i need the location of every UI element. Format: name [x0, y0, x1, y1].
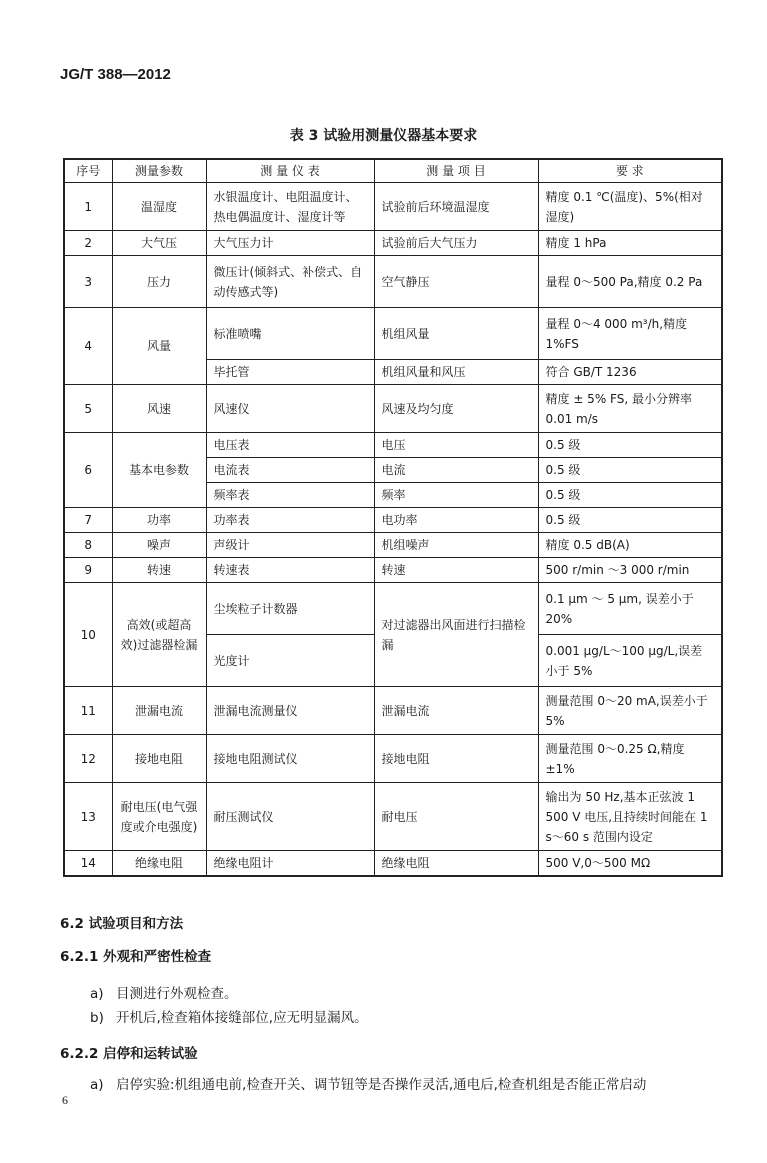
- page-number: 6: [62, 1093, 68, 1107]
- requirements-table: [63, 158, 723, 877]
- cell-no: 1: [64, 183, 112, 231]
- list-item: [90, 982, 238, 1002]
- cell-no: 13: [64, 783, 112, 851]
- table-row: [64, 256, 722, 308]
- cell-requirement: 量程 0～500 Pa,精度 0.2 Pa: [538, 256, 722, 308]
- col-header-requirement: 要 求: [538, 159, 722, 183]
- table-row: [64, 231, 722, 256]
- cell-item: 泄漏电流: [374, 687, 538, 735]
- cell-item: 电功率: [374, 508, 538, 533]
- cell-no: 14: [64, 851, 112, 877]
- cell-requirement: 500 V,0～500 MΩ: [538, 851, 722, 877]
- cell-instrument: 接地电阻测试仪: [206, 735, 374, 783]
- cell-no: 5: [64, 385, 112, 433]
- cell-param: 转速: [112, 558, 206, 583]
- table-row: [64, 735, 722, 783]
- cell-requirement: 0.5 级: [538, 433, 722, 458]
- col-header-no: 序号: [64, 159, 112, 183]
- table-row: [64, 508, 722, 533]
- cell-param: 功率: [112, 508, 206, 533]
- cell-instrument: 大气压力计: [206, 231, 374, 256]
- cell-instrument: 风速仪: [206, 385, 374, 433]
- cell-no: 6: [64, 433, 112, 508]
- cell-requirement: 0.5 级: [538, 483, 722, 508]
- cell-requirement: 精度 ± 5% FS, 最小分辨率 0.01 m/s: [538, 385, 722, 433]
- section-heading-6-2-1: 6.2.1 外观和严密性检查: [60, 949, 212, 965]
- list-item-text: 目测进行外观检查。: [116, 986, 238, 1002]
- cell-instrument: 光度计: [206, 635, 374, 687]
- cell-item: 机组噪声: [374, 533, 538, 558]
- table-title: 表 3 试验用测量仪器基本要求: [289, 128, 478, 144]
- table-row: [64, 558, 722, 583]
- list-item: [90, 1073, 646, 1093]
- col-header-param: 测量参数: [112, 159, 206, 183]
- cell-no: 8: [64, 533, 112, 558]
- cell-requirement: 500 r/min ～3 000 r/min: [538, 558, 722, 583]
- cell-item: 接地电阻: [374, 735, 538, 783]
- cell-requirement: 测量范围 0～20 mA,误差小于 5%: [538, 687, 722, 735]
- cell-instrument: 耐压测试仪: [206, 783, 374, 851]
- cell-instrument: 转速表: [206, 558, 374, 583]
- cell-param: 风量: [112, 308, 206, 385]
- cell-no: 10: [64, 583, 112, 687]
- cell-requirement: 精度 1 hPa: [538, 231, 722, 256]
- table-row: [64, 583, 722, 635]
- section-heading-6-2-2: 6.2.2 启停和运转试验: [60, 1046, 198, 1062]
- cell-requirement: 输出为 50 Hz,基本正弦波 1 500 V 电压,且持续时间能在 1 s～60 s 范围内设定: [538, 783, 722, 851]
- cell-item: 绝缘电阻: [374, 851, 538, 877]
- cell-instrument: 水银温度计、电阻温度计、热电偶温度计、湿度计等: [206, 183, 374, 231]
- list-item: [90, 1006, 368, 1026]
- table-row: [64, 308, 722, 360]
- cell-item: 转速: [374, 558, 538, 583]
- cell-item: 试验前后大气压力: [374, 231, 538, 256]
- table-row: [64, 385, 722, 433]
- table-row: [64, 183, 722, 231]
- section-heading-6-2: 6.2 试验项目和方法: [60, 916, 184, 932]
- cell-requirement: 0.5 级: [538, 508, 722, 533]
- cell-instrument: 绝缘电阻计: [206, 851, 374, 877]
- cell-item: 耐电压: [374, 783, 538, 851]
- cell-param: 压力: [112, 256, 206, 308]
- cell-no: 11: [64, 687, 112, 735]
- cell-instrument: 毕托管: [206, 360, 374, 385]
- cell-requirement: 精度 0.1 ℃(温度)、5%(相对湿度): [538, 183, 722, 231]
- table-row: [64, 433, 722, 458]
- table-header-row: [64, 159, 722, 183]
- cell-requirement: 符合 GB/T 1236: [538, 360, 722, 385]
- col-header-instrument: 测 量 仪 表: [206, 159, 374, 183]
- cell-item: 机组风量和风压: [374, 360, 538, 385]
- cell-instrument: 微压计(倾斜式、补偿式、自动传感式等): [206, 256, 374, 308]
- cell-instrument: 声级计: [206, 533, 374, 558]
- cell-requirement: 0.1 μm ～ 5 μm, 误差小于 20%: [538, 583, 722, 635]
- cell-requirement: 0.5 级: [538, 458, 722, 483]
- cell-item: 对过滤器出风面进行扫描检漏: [374, 583, 538, 687]
- cell-requirement: 0.001 μg/L～100 μg/L,误差小于 5%: [538, 635, 722, 687]
- cell-no: 4: [64, 308, 112, 385]
- cell-param: 风速: [112, 385, 206, 433]
- list-item-text: 开机后,检查箱体接缝部位,应无明显漏风。: [116, 1010, 368, 1026]
- table-row: [64, 851, 722, 877]
- cell-param: 接地电阻: [112, 735, 206, 783]
- cell-param: 大气压: [112, 231, 206, 256]
- table-row: [64, 783, 722, 851]
- list-item-text: 启停实验:机组通电前,检查开关、调节钮等是否操作灵活,通电后,检查机组是否能正常启动: [116, 1077, 647, 1093]
- cell-item: 电流: [374, 458, 538, 483]
- cell-instrument: 功率表: [206, 508, 374, 533]
- cell-item: 风速及均匀度: [374, 385, 538, 433]
- cell-item: 电压: [374, 433, 538, 458]
- table-row: [64, 533, 722, 558]
- standard-code: JG/T 388—2012: [60, 66, 171, 83]
- cell-instrument: 电流表: [206, 458, 374, 483]
- cell-requirement: 量程 0～4 000 m³/h,精度 1%FS: [538, 308, 722, 360]
- cell-instrument: 电压表: [206, 433, 374, 458]
- cell-item: 机组风量: [374, 308, 538, 360]
- cell-item: 空气静压: [374, 256, 538, 308]
- list-item-label: a): [90, 986, 104, 1002]
- list-item-label: a): [90, 1077, 104, 1093]
- cell-requirement: 精度 0.5 dB(A): [538, 533, 722, 558]
- cell-param: 基本电参数: [112, 433, 206, 508]
- cell-instrument: 泄漏电流测量仪: [206, 687, 374, 735]
- cell-no: 2: [64, 231, 112, 256]
- cell-param: 耐电压(电气强度或介电强度): [112, 783, 206, 851]
- cell-requirement: 测量范围 0～0.25 Ω,精度 ±1%: [538, 735, 722, 783]
- cell-no: 12: [64, 735, 112, 783]
- cell-instrument: 尘埃粒子计数器: [206, 583, 374, 635]
- cell-instrument: 频率表: [206, 483, 374, 508]
- cell-param: 绝缘电阻: [112, 851, 206, 877]
- cell-instrument: 标准喷嘴: [206, 308, 374, 360]
- cell-param: 泄漏电流: [112, 687, 206, 735]
- table-row: [64, 687, 722, 735]
- cell-no: 3: [64, 256, 112, 308]
- cell-param: 噪声: [112, 533, 206, 558]
- list-item-label: b): [90, 1010, 104, 1026]
- cell-no: 7: [64, 508, 112, 533]
- cell-param: 温湿度: [112, 183, 206, 231]
- cell-item: 试验前后环境温湿度: [374, 183, 538, 231]
- cell-param: 高效(或超高效)过滤器检漏: [112, 583, 206, 687]
- col-header-item: 测 量 项 目: [374, 159, 538, 183]
- cell-no: 9: [64, 558, 112, 583]
- cell-item: 频率: [374, 483, 538, 508]
